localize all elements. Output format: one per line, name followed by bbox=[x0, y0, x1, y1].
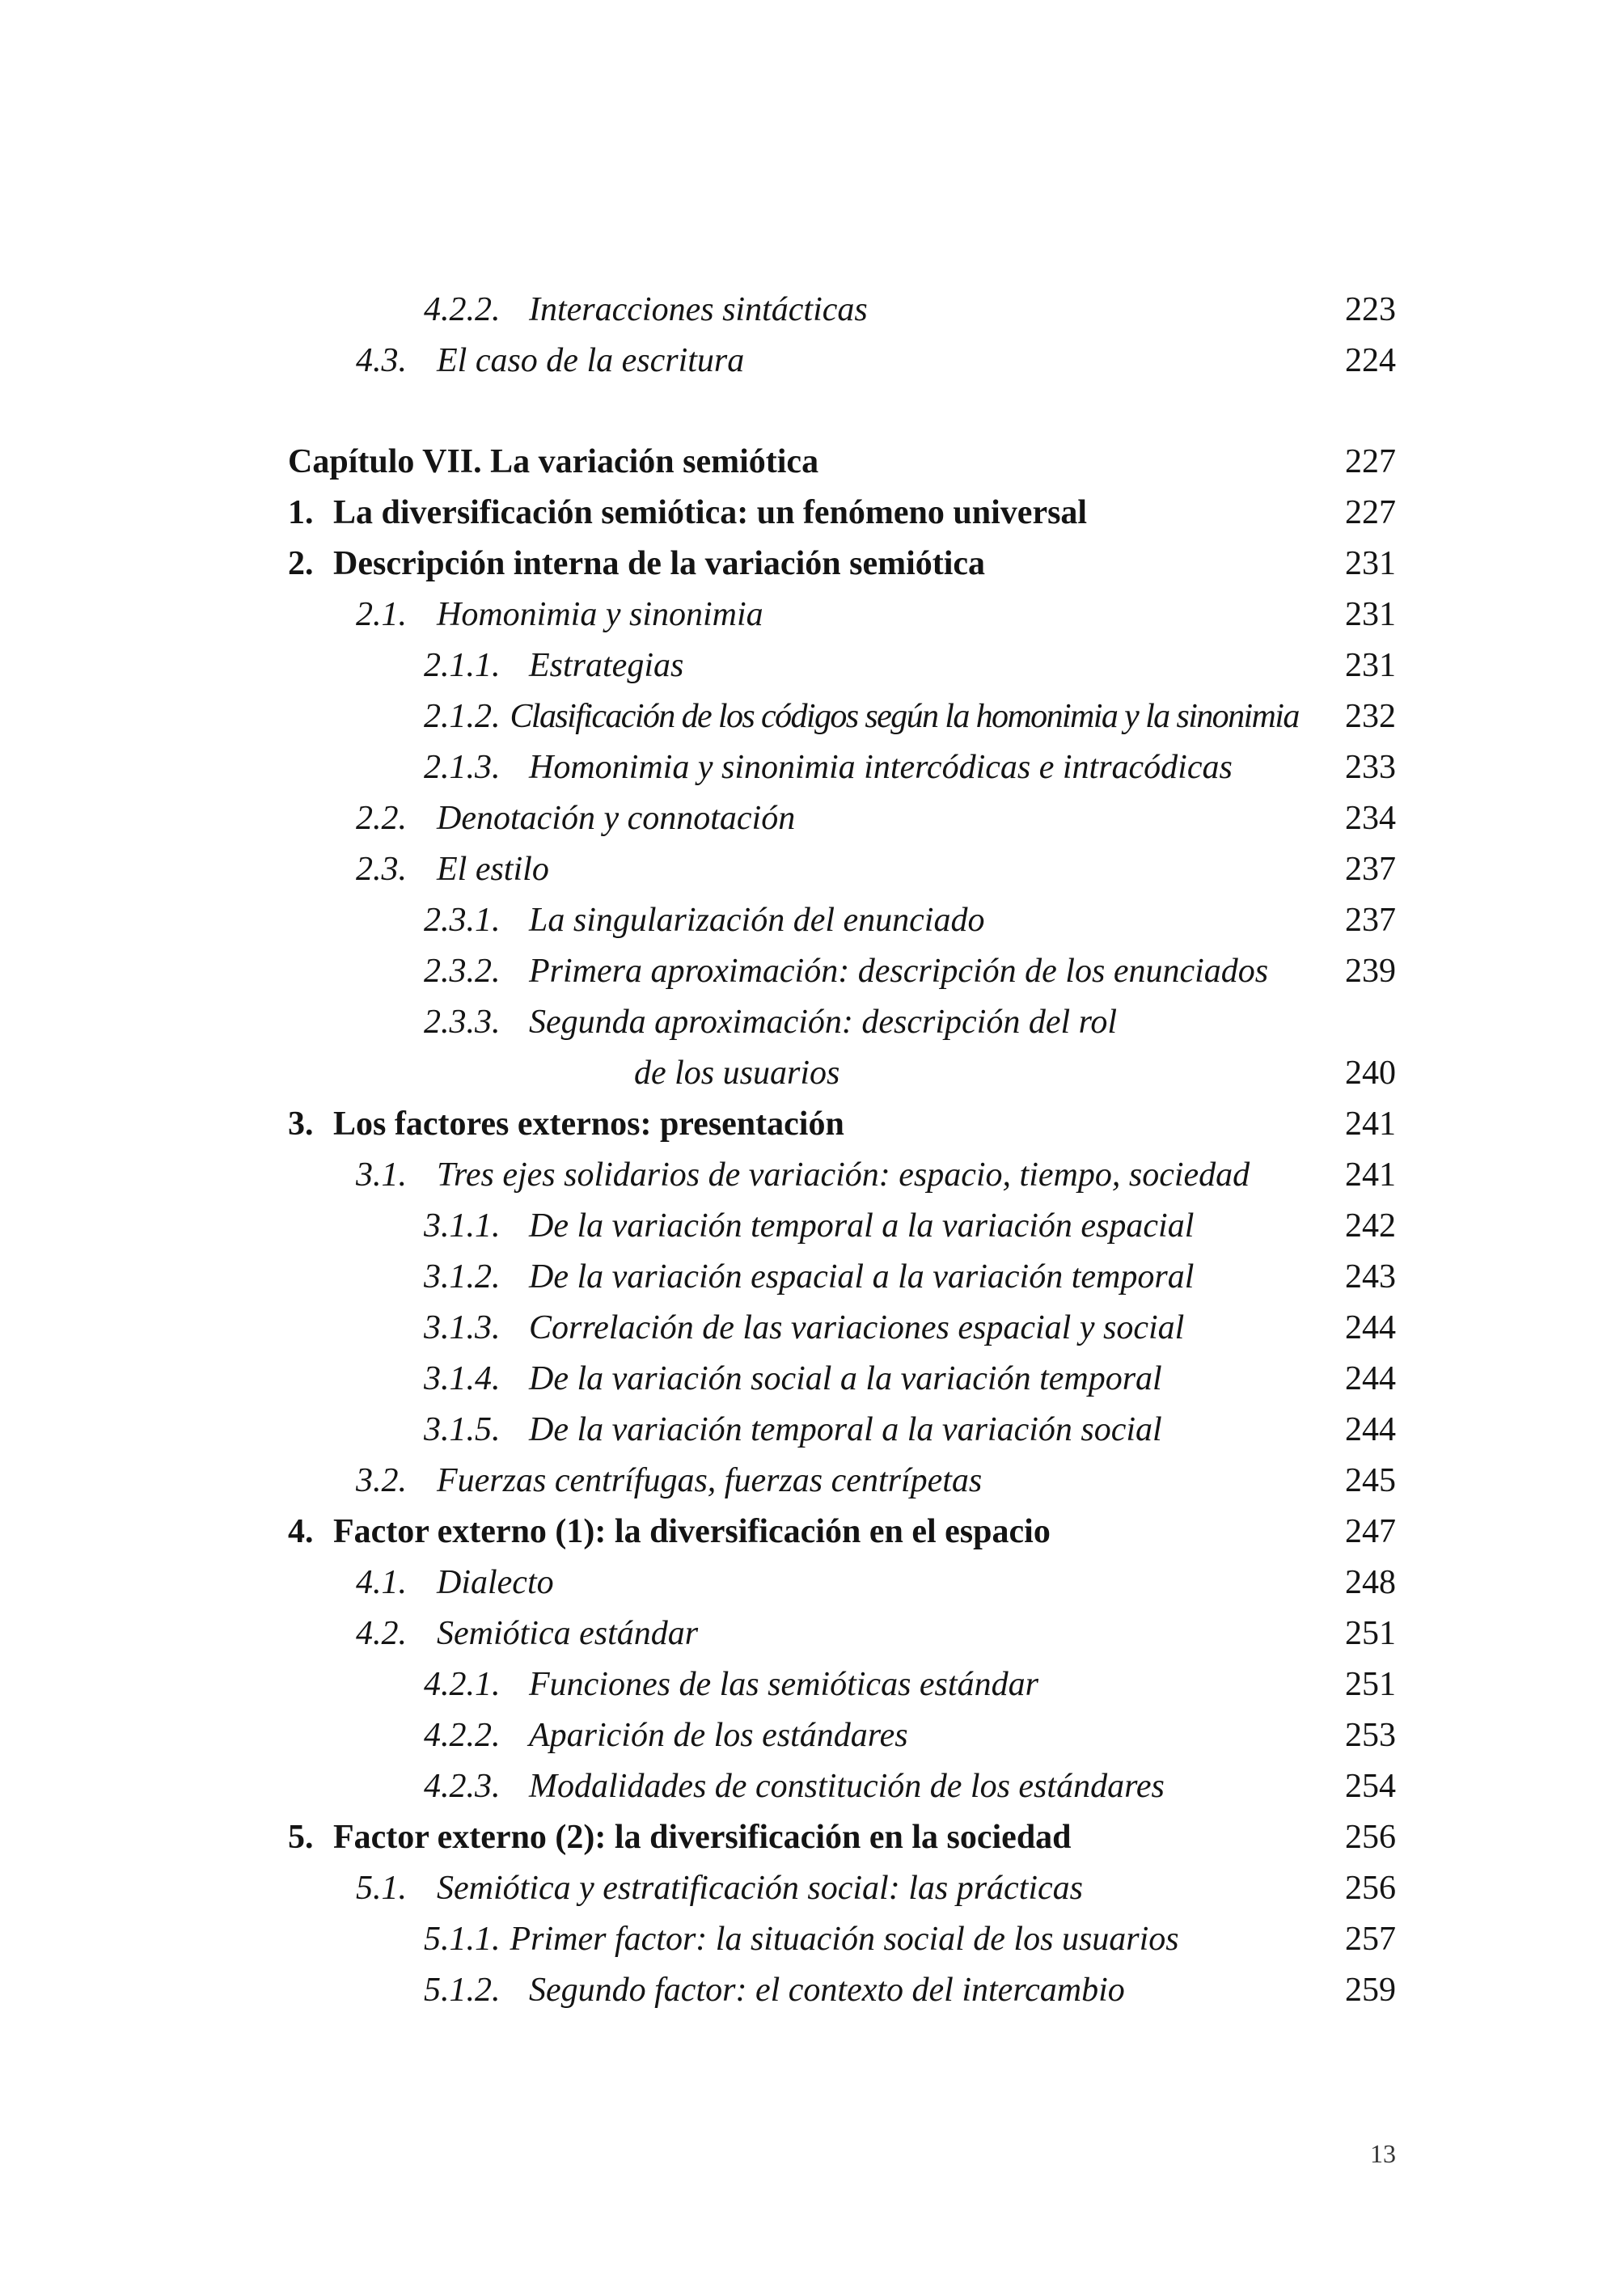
entry-title: de los usuarios bbox=[634, 1055, 840, 1092]
entry-page: 241 bbox=[1345, 1156, 1396, 1194]
entry-title: Primera aproximación: descripción de los enunciados bbox=[529, 953, 1269, 990]
entry-number: 1. bbox=[288, 494, 314, 531]
toc-entry bbox=[288, 1201, 1396, 1252]
toc-entry bbox=[288, 1608, 1396, 1659]
toc-entry bbox=[288, 1710, 1396, 1761]
toc-entry bbox=[288, 844, 1396, 895]
toc-entry bbox=[288, 793, 1396, 844]
toc-entry bbox=[288, 946, 1396, 997]
entry-title: Fuerzas centrífugas, fuerzas centrípetas bbox=[437, 1462, 983, 1499]
entry-number: 4.2.3. bbox=[424, 1768, 501, 1805]
entry-number: 2.1.1. bbox=[424, 647, 501, 684]
entry-title: Semiótica y estratificación social: las prácticas bbox=[437, 1870, 1084, 1907]
entry-number: 3.1.1. bbox=[424, 1207, 501, 1245]
entry-page: 234 bbox=[1345, 800, 1396, 837]
entry-page: 232 bbox=[1345, 698, 1396, 735]
entry-title: Aparición de los estándares bbox=[529, 1717, 908, 1754]
entry-title: Denotación y connotación bbox=[437, 800, 796, 837]
entry-number: 3.1.5. bbox=[424, 1411, 501, 1448]
entry-page: 257 bbox=[1345, 1921, 1396, 1958]
entry-number: 5. bbox=[288, 1819, 314, 1856]
toc-entry bbox=[288, 1405, 1396, 1456]
entry-title: Correlación de las variaciones espacial y social bbox=[529, 1309, 1185, 1346]
entry-number: 2.3. bbox=[356, 851, 407, 888]
entry-title: De la variación social a la variación temporal bbox=[529, 1360, 1162, 1397]
entry-page: 243 bbox=[1345, 1258, 1396, 1296]
toc-entry bbox=[288, 1761, 1396, 1812]
entry-page: 237 bbox=[1345, 902, 1396, 939]
entry-page: 231 bbox=[1345, 647, 1396, 684]
entry-number: 3.1.3. bbox=[424, 1309, 501, 1346]
toc-entry bbox=[288, 1965, 1396, 2016]
toc-entry bbox=[288, 1659, 1396, 1710]
entry-number: 2.2. bbox=[356, 800, 407, 837]
entry-title: Primer factor: la situación social de los usuarios bbox=[510, 1921, 1179, 1958]
entry-page: 245 bbox=[1345, 1462, 1396, 1499]
entry-number: 2.3.3. bbox=[424, 1004, 501, 1041]
toc-entry bbox=[288, 1812, 1396, 1863]
entry-number: 3.1.2. bbox=[424, 1258, 501, 1296]
entry-title: Dialecto bbox=[437, 1564, 554, 1601]
entry-number: 2.1.2. bbox=[424, 698, 501, 735]
entry-page: 253 bbox=[1345, 1717, 1396, 1754]
entry-title: El caso de la escritura bbox=[437, 342, 745, 379]
entry-page: 244 bbox=[1345, 1309, 1396, 1346]
toc-entry bbox=[288, 1354, 1396, 1405]
entry-number: 2.1.3. bbox=[424, 749, 501, 786]
entry-page: 248 bbox=[1345, 1564, 1396, 1601]
entry-title: Segundo factor: el contexto del intercambio bbox=[529, 1972, 1125, 2009]
toc-entry bbox=[288, 742, 1396, 793]
entry-number: 3.1.4. bbox=[424, 1360, 501, 1397]
entry-number: 2.3.2. bbox=[424, 953, 501, 990]
entry-title: Segunda aproximación: descripción del rol bbox=[529, 1004, 1118, 1041]
toc-entry bbox=[288, 336, 1396, 387]
toc-entry bbox=[288, 285, 1396, 336]
entry-page: 231 bbox=[1345, 545, 1396, 582]
entry-title: De la variación espacial a la variación temporal bbox=[529, 1258, 1195, 1296]
entry-number: 4.2.2. bbox=[424, 291, 501, 328]
entry-page: 244 bbox=[1345, 1360, 1396, 1397]
entry-page: 231 bbox=[1345, 596, 1396, 633]
toc-entry bbox=[288, 1914, 1396, 1965]
entry-page: 244 bbox=[1345, 1411, 1396, 1448]
toc-entry bbox=[288, 1863, 1396, 1914]
toc-entry bbox=[288, 1099, 1396, 1150]
entry-title: Funciones de las semióticas estándar bbox=[529, 1666, 1038, 1703]
entry-number: 2. bbox=[288, 545, 314, 582]
entry-title: Estrategias bbox=[529, 647, 684, 684]
entry-number: 2.3.1. bbox=[424, 902, 501, 939]
toc-entry bbox=[288, 488, 1396, 539]
entry-number: 4.1. bbox=[356, 1564, 407, 1601]
entry-title: Tres ejes solidarios de variación: espacio, tiempo, sociedad bbox=[437, 1156, 1250, 1194]
page-number: 13 bbox=[1370, 2139, 1396, 2168]
entry-number: 5.1. bbox=[356, 1870, 407, 1907]
entry-page: 247 bbox=[1345, 1513, 1396, 1550]
toc-entry bbox=[288, 691, 1396, 742]
entry-page: 256 bbox=[1345, 1819, 1396, 1856]
toc-entry bbox=[288, 1303, 1396, 1354]
entry-number: 4.2.2. bbox=[424, 1717, 501, 1754]
toc-entry bbox=[288, 1558, 1396, 1608]
entry-number: 4. bbox=[288, 1513, 314, 1550]
toc-entry bbox=[288, 1456, 1396, 1507]
entry-page: 259 bbox=[1345, 1972, 1396, 2009]
entry-title: Factor externo (1): la diversificación en el espacio bbox=[333, 1513, 1051, 1550]
entry-title: De la variación temporal a la variación social bbox=[529, 1411, 1162, 1448]
entry-number: 3. bbox=[288, 1105, 314, 1143]
entry-title: De la variación temporal a la variación espacial bbox=[529, 1207, 1195, 1245]
entry-page: 239 bbox=[1345, 953, 1396, 990]
entry-title: El estilo bbox=[437, 851, 549, 888]
chapter-heading bbox=[288, 437, 1396, 488]
entry-title: Factor externo (2): la diversificación en la sociedad bbox=[333, 1819, 1072, 1856]
entry-page: 241 bbox=[1345, 1105, 1396, 1143]
entry-page: 240 bbox=[1345, 1055, 1396, 1092]
toc-entry bbox=[288, 640, 1396, 691]
entry-title: La diversificación semiótica: un fenómeno universal bbox=[333, 494, 1088, 531]
entry-title: Interacciones sintácticas bbox=[529, 291, 868, 328]
toc-entry-continuation bbox=[288, 1048, 1396, 1099]
entry-page: 256 bbox=[1345, 1870, 1396, 1907]
entry-page: 254 bbox=[1345, 1768, 1396, 1805]
toc-entry bbox=[288, 895, 1396, 946]
entry-title: Clasificación de los códigos según la homonimia y la sinonimia bbox=[510, 698, 1299, 735]
toc-entry bbox=[288, 1507, 1396, 1558]
toc-entry bbox=[288, 997, 1396, 1048]
entry-title: Semiótica estándar bbox=[437, 1615, 699, 1652]
entry-page: 251 bbox=[1345, 1615, 1396, 1652]
entry-number: 4.2.1. bbox=[424, 1666, 501, 1703]
entry-number: 3.1. bbox=[356, 1156, 407, 1194]
entry-page: 237 bbox=[1345, 851, 1396, 888]
entry-page: 242 bbox=[1345, 1207, 1396, 1245]
entry-title: Modalidades de constitución de los estándares bbox=[529, 1768, 1165, 1805]
entry-page: 223 bbox=[1345, 291, 1396, 328]
entry-number: 5.1.1. bbox=[424, 1921, 501, 1958]
entry-page: 227 bbox=[1345, 494, 1396, 531]
entry-title: Homonimia y sinonimia intercódicas e intracódicas bbox=[529, 749, 1233, 786]
entry-page: 224 bbox=[1345, 342, 1396, 379]
entry-number: 4.2. bbox=[356, 1615, 407, 1652]
toc-entry bbox=[288, 590, 1396, 640]
entry-title: La singularización del enunciado bbox=[529, 902, 985, 939]
entry-page: 251 bbox=[1345, 1666, 1396, 1703]
toc-entry bbox=[288, 1252, 1396, 1303]
toc-entry bbox=[288, 539, 1396, 590]
entry-page: 233 bbox=[1345, 749, 1396, 786]
entry-title: Descripción interna de la variación semiótica bbox=[333, 545, 986, 582]
entry-title: Homonimia y sinonimia bbox=[437, 596, 763, 633]
entry-page: 227 bbox=[1345, 443, 1396, 480]
entry-number: 4.3. bbox=[356, 342, 407, 379]
toc-entry bbox=[288, 1150, 1396, 1201]
entry-number: 2.1. bbox=[356, 596, 407, 633]
chapter-title: Capítulo VII. La variación semiótica bbox=[288, 443, 819, 480]
entry-number: 5.1.2. bbox=[424, 1972, 501, 2009]
entry-number: 3.2. bbox=[356, 1462, 407, 1499]
entry-title: Los factores externos: presentación bbox=[333, 1105, 844, 1143]
